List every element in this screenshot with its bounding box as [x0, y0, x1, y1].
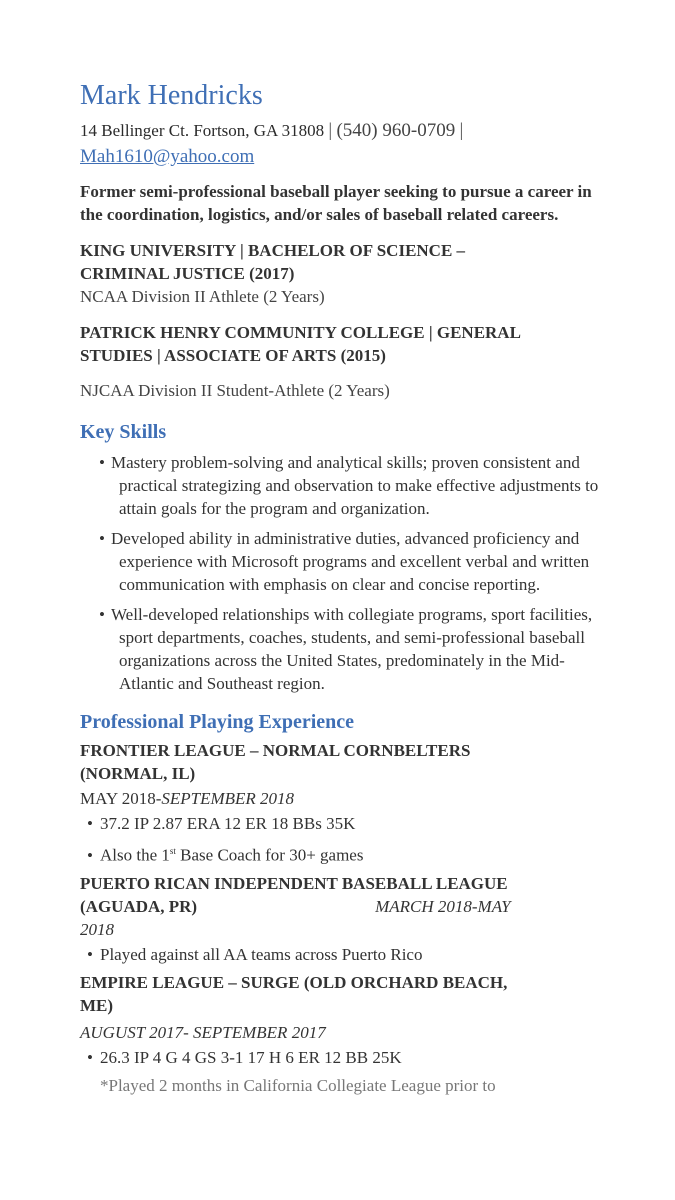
- bullet-icon: •: [99, 453, 105, 472]
- bullet-icon: •: [87, 845, 93, 865]
- job-title-line: FRONTIER LEAGUE – NORMAL CORNBELTERS: [80, 741, 471, 760]
- job-title-line: (NORMAL, IL): [80, 764, 196, 783]
- contact-line: [80, 118, 610, 170]
- job-bullet: [80, 812, 610, 835]
- key-skills-heading: Key Skills: [80, 421, 167, 443]
- email-link[interactable]: Mah1610@yahoo.com: [80, 146, 255, 167]
- job-title: [80, 739, 610, 785]
- job-date: AUGUST 2017- SEPTEMBER 2017: [80, 1022, 326, 1042]
- skill-text: Developed ability in administrative duties, advanced proficiency and experience with Microsoft programs and excellent verbal and written communication with emphasis on clear and concise reporting.: [111, 529, 590, 594]
- job-bullet-text: 37.2 IP 2.87 ERA 12 ER 18 BBs 35K: [100, 814, 356, 833]
- resume-page: [80, 78, 610, 1095]
- job-bullet-text: Played against all AA teams across Puerto Rico: [100, 944, 423, 964]
- experience-heading: Professional Playing Experience: [80, 711, 355, 733]
- separator: |: [328, 120, 333, 141]
- job-dates: [80, 918, 610, 941]
- skill-text: Well-developed relationships with collegiate programs, sport facilities, sport departments, coaches, students, and semi-professional baseball organizations across the United States, predominately in the Mid-Atlantic and Southeast region.: [111, 605, 593, 693]
- job-bullet-text: 26.3 IP 4 G 4 GS 3-1 17 H 6 ER 12 BB 25K: [100, 1047, 402, 1067]
- education-detail: NJCAA Division II Student-Athlete (2 Years): [80, 381, 390, 400]
- job-dates: [80, 1021, 610, 1044]
- job-title-line: PUERTO RICAN INDEPENDENT BASEBALL LEAGUE: [80, 873, 508, 893]
- candidate-name: Mark Hendricks: [80, 80, 263, 111]
- bullet-icon: •: [99, 529, 105, 548]
- bullet-icon: •: [87, 1047, 93, 1067]
- phone-number: (540) 960-0709: [336, 120, 456, 141]
- job-date-start: MAY 2018-: [80, 789, 162, 808]
- education-heading-line: PATRICK HENRY COMMUNITY COLLEGE | GENERAL: [80, 323, 521, 342]
- job-title-line: ME): [80, 995, 114, 1015]
- job-dates: [80, 787, 610, 810]
- job-bullets: [80, 943, 610, 966]
- job-bullet: [80, 943, 610, 966]
- experience-entry: [80, 971, 610, 1095]
- skill-text: Mastery problem-solving and analytical skills; proven consistent and practical strategizing and observation to make effective adjustments to attain goals for the program and organization.: [111, 453, 599, 518]
- job-date-inline: MARCH 2018-MAY: [375, 896, 511, 916]
- education-heading: [80, 239, 610, 285]
- education-heading-line: STUDIES | ASSOCIATE OF ARTS (2015): [80, 346, 386, 365]
- job-date-end: SEPTEMBER 2018: [161, 789, 295, 808]
- job-bullets: [80, 1046, 610, 1069]
- job-bullets: [80, 812, 610, 867]
- job-bullet-text: Base Coach for 30+ games: [175, 845, 364, 865]
- skills-list: [80, 451, 610, 695]
- job-date-wrap: 2018: [80, 919, 114, 939]
- job-title-line: EMPIRE LEAGUE – SURGE (OLD ORCHARD BEACH,: [80, 972, 508, 992]
- bullet-icon: •: [87, 944, 93, 964]
- bullet-icon: •: [99, 605, 105, 624]
- job-bullet: [80, 1046, 610, 1069]
- education-heading: [80, 321, 610, 367]
- cutoff-text: *Played 2 months in California Collegiate League prior to: [100, 1075, 496, 1095]
- education-entry: [80, 239, 610, 308]
- address: 14 Bellinger Ct. Fortson, GA 31808: [80, 121, 325, 140]
- bullet-icon: •: [87, 814, 93, 833]
- education-detail: NCAA Division II Athlete (2 Years): [80, 287, 325, 306]
- job-bullet: [80, 840, 610, 867]
- experience-entry: [80, 872, 610, 966]
- education-entry: [80, 321, 610, 402]
- education-heading-line: KING UNIVERSITY | BACHELOR OF SCIENCE –: [80, 241, 466, 260]
- skill-item: [80, 451, 610, 520]
- experience-entry: [80, 739, 610, 867]
- job-title-line: (AGUADA, PR): [80, 896, 198, 916]
- job-bullet-text: Also the 1: [100, 845, 170, 865]
- objective-statement: Former semi-professional baseball player seeking to pursue a career in the coordination, logistics, and/or sales of baseball related careers.: [80, 182, 592, 224]
- education-heading-line: CRIMINAL JUSTICE (2017): [80, 264, 295, 283]
- job-title: [80, 872, 610, 918]
- job-title: [80, 971, 610, 1017]
- skill-item: [80, 527, 610, 596]
- skill-item: [80, 603, 610, 695]
- separator: |: [459, 120, 464, 141]
- superscript: st: [169, 846, 176, 856]
